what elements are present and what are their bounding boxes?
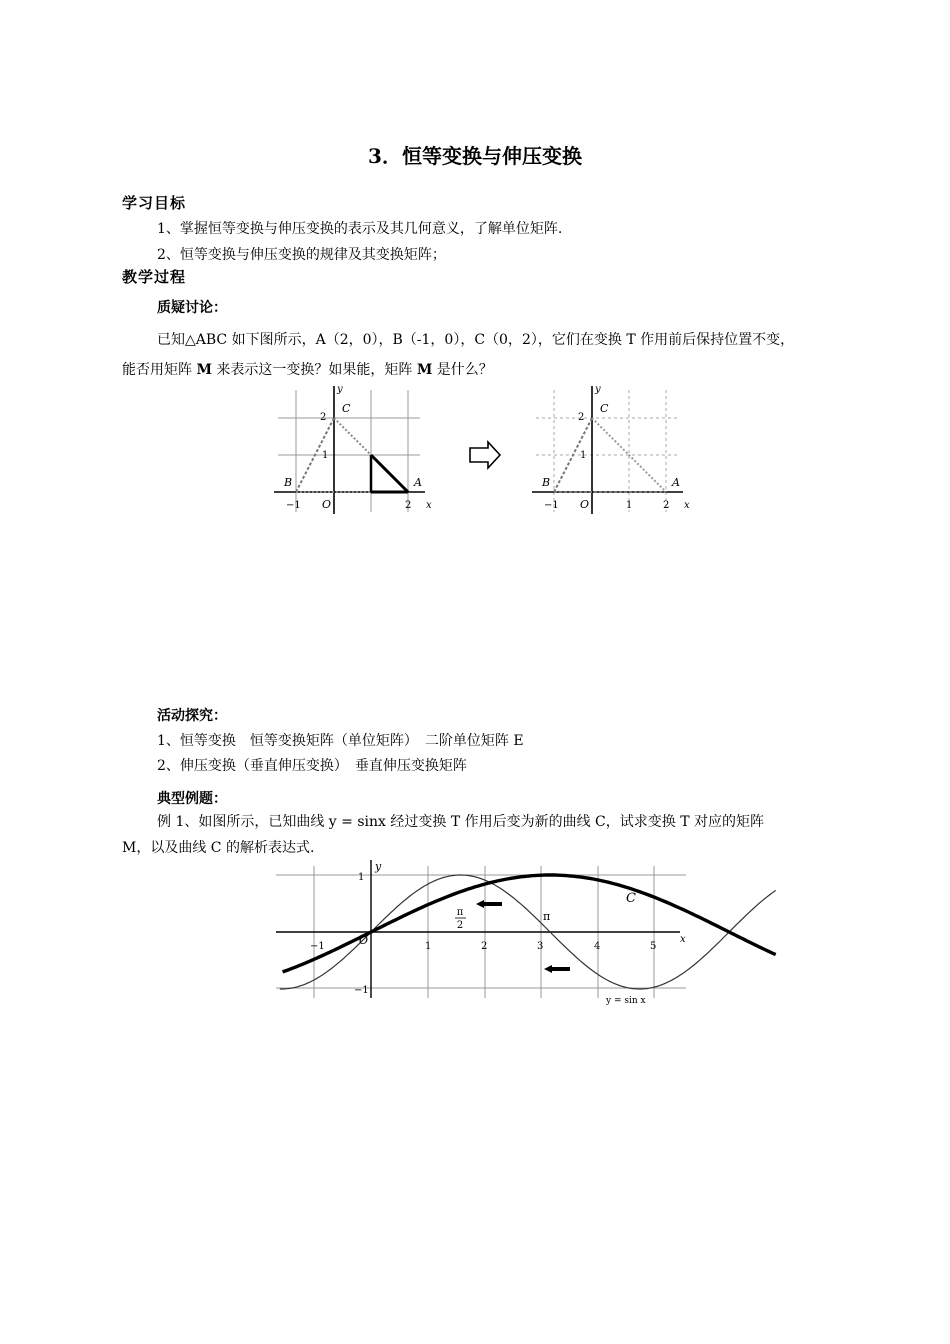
goal-item-1: 1、掌握恒等变换与伸压变换的表示及其几何意义，了解单位矩阵.	[157, 221, 563, 237]
goal-item-2: 2、恒等变换与伸压变换的规律及其变换矩阵；	[157, 247, 446, 263]
triangle-figure	[270, 380, 700, 520]
section-heading-goals: 学习目标	[122, 194, 187, 212]
triangle-diagram-after	[532, 384, 690, 514]
origin-label: O	[322, 498, 332, 511]
activity-line-2: 2、伸压变换（垂直伸压变换） 垂直伸压变换矩阵	[157, 758, 467, 774]
tick-label-minus1: −1	[286, 500, 301, 511]
vertex-label-a: A	[672, 476, 680, 489]
activity-line-1: 1、恒等变换 恒等变换矩阵（单位矩阵） 二阶单位矩阵 E	[157, 733, 524, 749]
tick-label-x-minus1: −1	[310, 941, 325, 952]
vertex-label-b: B	[284, 476, 293, 489]
tick-label-1: 1	[580, 450, 587, 461]
pi-label: π	[543, 910, 551, 923]
y-axis-label: y	[595, 384, 601, 395]
y-axis-label: y	[375, 860, 382, 873]
half-pi-denominator: 2	[456, 920, 464, 931]
tick-label-1: 1	[322, 450, 329, 461]
x-axis-label: x	[426, 500, 432, 511]
example-line-1: 例 1、如图所示，已知曲线 y = sinx 经过变换 T 作用后变为新的曲线 C，试求变换 T 对应的矩阵	[157, 814, 765, 830]
tick-label-minus-one: −1	[354, 985, 369, 996]
origin-label: O	[359, 934, 369, 947]
x-axis-label: x	[680, 934, 686, 945]
tick-label-2: 2	[578, 412, 585, 423]
tick-label-minus1: −1	[544, 500, 559, 511]
tick-label-x4: 4	[594, 941, 601, 952]
transform-arrow-icon	[470, 442, 500, 468]
sub-heading-examples: 典型例题：	[157, 791, 227, 807]
left-arrow-icon	[544, 965, 570, 973]
curve-c-thick	[283, 875, 776, 972]
curve-c-label: C	[626, 891, 636, 906]
tick-label-x1: 1	[425, 941, 432, 952]
vertex-label-c: C	[342, 402, 351, 415]
sub-heading-activity: 活动探究：	[157, 708, 227, 724]
tick-label-2: 2	[320, 412, 327, 423]
discussion-paragraph-2: 能否用矩阵 M 来表示这一变换？如果能，矩阵 M 是什么？	[122, 362, 493, 378]
triangle-diagram-before	[274, 384, 432, 514]
tick-label-one: 1	[358, 872, 365, 883]
page-title: 3．恒等变换与伸压变换	[368, 144, 582, 168]
x-axis-label: x	[684, 500, 690, 511]
vertex-label-b: B	[542, 476, 551, 489]
vertex-label-a: A	[414, 476, 422, 489]
sine-curve-label: y = sin x	[606, 996, 646, 1006]
sine-figure	[276, 858, 692, 1014]
half-pi-numerator: π	[456, 907, 464, 918]
left-arrow-icon	[476, 900, 502, 908]
origin-label: O	[580, 498, 590, 511]
vertex-label-c: C	[600, 402, 609, 415]
tick-label-2x: 2	[405, 500, 412, 511]
tick-label-2x: 2	[663, 500, 670, 511]
example-line-2: M，以及曲线 C 的解析表达式.	[122, 840, 315, 856]
discussion-paragraph-1: 已知△ABC 如下图所示，A（2，0），B（-1，0），C（0，2），它们在变换 T 作用前后保持位置不变，	[157, 332, 795, 348]
section-heading-process: 教学过程	[122, 268, 187, 286]
y-axis-label: y	[337, 384, 343, 395]
tick-label-x5: 5	[650, 941, 657, 952]
tick-label-x3: 3	[537, 941, 544, 952]
sub-heading-discussion: 质疑讨论：	[157, 300, 227, 316]
tick-label-1x: 1	[626, 500, 633, 511]
tick-label-x2: 2	[481, 941, 488, 952]
